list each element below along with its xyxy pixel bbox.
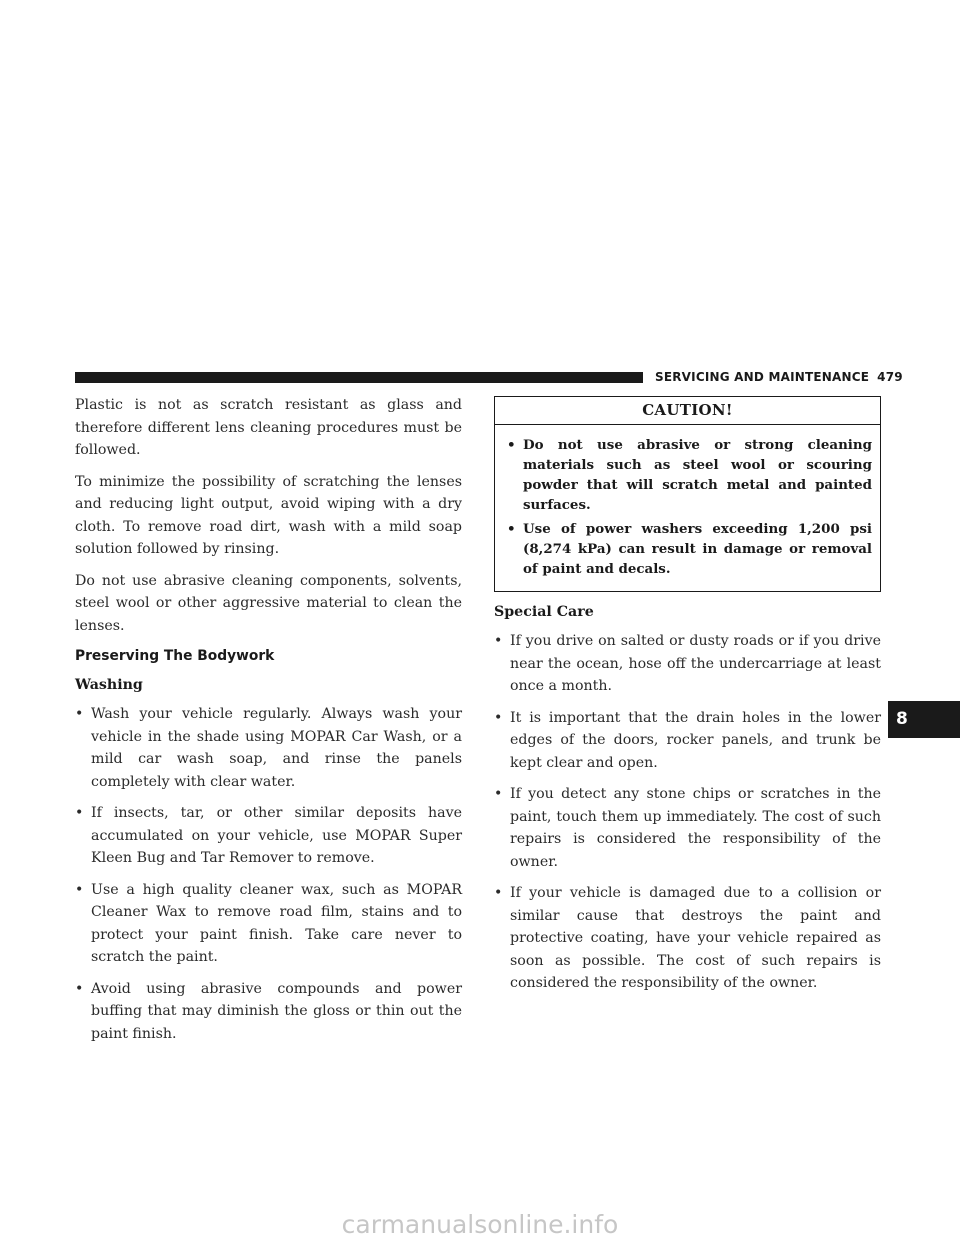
bullet-icon: • (75, 881, 84, 898)
watermark-text: carmanualsonline.info (341, 1210, 619, 1239)
bullet-icon: • (75, 980, 84, 997)
special-care-list (494, 630, 881, 995)
list-item: • If you detect any stone chips or scratches in the paint, touch them up immediately. The cost of such repairs is considered the responsibility of the owner. (494, 783, 881, 873)
right-column (494, 396, 881, 1004)
caution-title: CAUTION! (495, 397, 880, 425)
list-item: • Wash your vehicle regularly. Always wash your vehicle in the shade using MOPAR Car Wash, or a mild car wash soap, and rinse the panels completely with clear water. (75, 703, 462, 793)
caution-box (494, 396, 881, 592)
paragraph-plastic: Plastic is not as scratch resistant as glass and therefore different lens cleaning procedures must be followed. (75, 397, 462, 458)
left-column (75, 394, 462, 1054)
bullet-icon: • (494, 633, 503, 649)
list-item: • If you drive on salted or dusty roads or if you drive near the ocean, hose off the undercarriage at least once a month. (494, 630, 881, 698)
chapter-tab: 8 (888, 701, 960, 738)
bullet-icon: • (494, 709, 503, 726)
washing-list (75, 703, 462, 1045)
list-item: • If your vehicle is damaged due to a collision or similar cause that destroys the paint and protective coating, have your vehicle repaired as soon as possible. The cost of such repairs is considered the responsibility of the owner. (494, 882, 881, 995)
bullet-icon: • (75, 706, 84, 722)
subheading-washing: Washing (75, 677, 143, 693)
bullet-icon: • (75, 805, 84, 821)
subheading-special-care: Special Care (494, 604, 594, 620)
bullet-icon: • (507, 437, 516, 453)
page-number: 479 (877, 370, 903, 384)
bullet-icon: • (507, 521, 516, 537)
header-rule (75, 372, 643, 383)
section-heading-preserving-bodywork: Preserving The Bodywork (75, 648, 275, 664)
paragraph-minimize-scratching: To minimize the possibility of scratching the lenses and reducing light output, avoid wiping with a dry cloth. To remove road dirt, wash with a mild soap solution followed by rinsing. (75, 473, 462, 557)
caution-item: • Use of power washers exceeding 1,200 psi (8,274 kPa) can result in damage or removal of paint and decals. (507, 521, 872, 577)
paragraph-no-abrasive: Do not use abrasive cleaning components, solvents, steel wool or other aggressive material to clean the lenses. (75, 572, 462, 634)
bullet-icon: • (494, 885, 503, 901)
bullet-icon: • (494, 786, 503, 802)
caution-item: • Do not use abrasive or strong cleaning materials such as steel wool or scouring powder that will scratch metal and painted surfaces. (507, 437, 872, 513)
list-item: • If insects, tar, or other similar deposits have accumulated on your vehicle, use MOPAR Super Kleen Bug and Tar Remover to remove. (75, 802, 462, 870)
running-header (655, 369, 903, 386)
list-item: • It is important that the drain holes in the lower edges of the doors, rocker panels, and trunk be kept clear and open. (494, 707, 881, 775)
caution-list (495, 425, 880, 591)
list-item: • Avoid using abrasive compounds and power buffing that may diminish the gloss or thin out the paint finish. (75, 978, 462, 1046)
list-item: • Use a high quality cleaner wax, such as MOPAR Cleaner Wax to remove road film, stains and to protect your paint finish. Take care never to scratch the paint. (75, 879, 462, 969)
section-title: SERVICING AND MAINTENANCE (655, 370, 870, 384)
